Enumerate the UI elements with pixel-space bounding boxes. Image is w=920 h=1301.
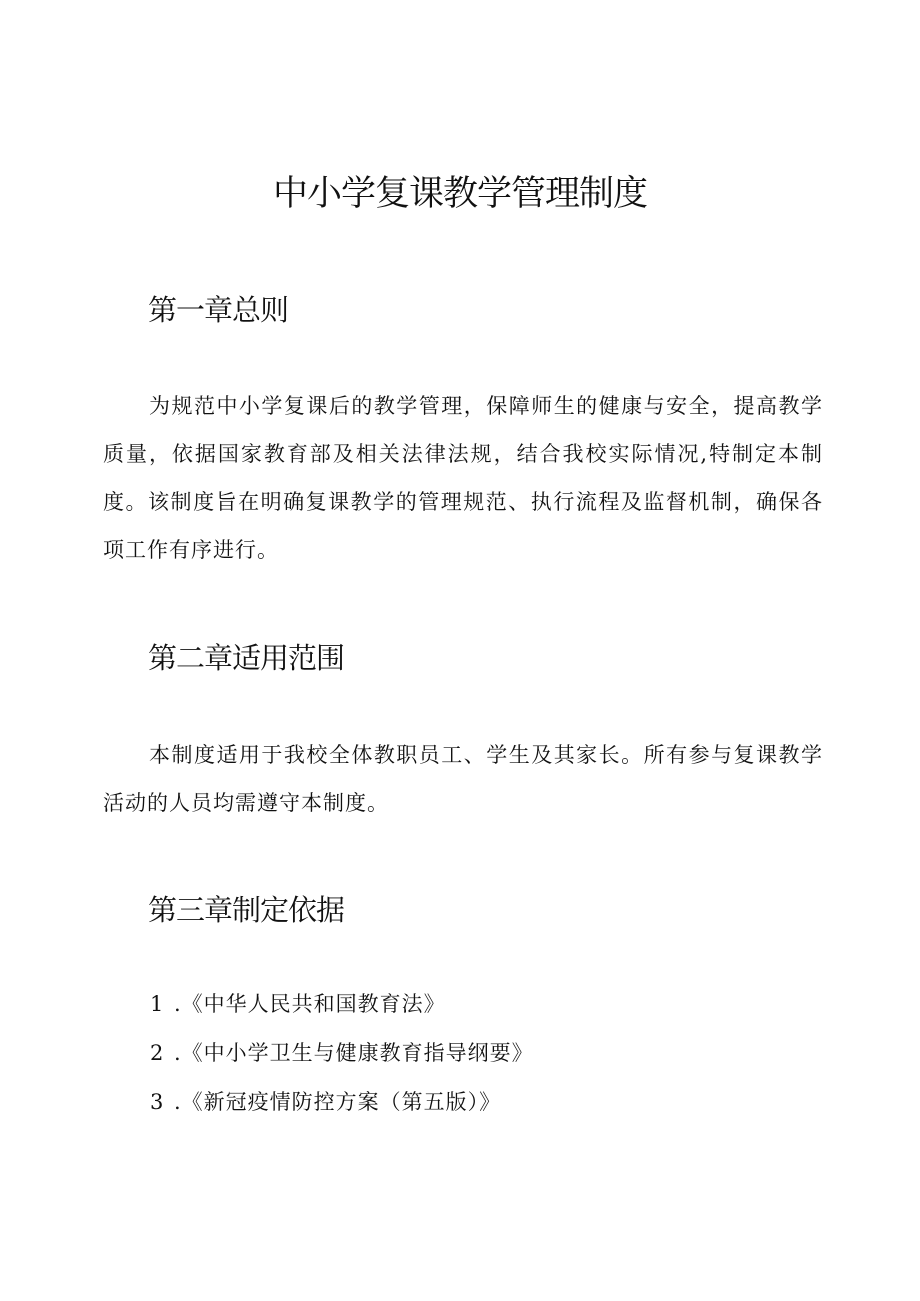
list-item-number: 2 (150, 1041, 165, 1065)
list-item-text: .《中小学卫生与健康教育指导纲要》 (174, 1041, 534, 1065)
chapter-1-paragraph: 为规范中小学复课后的教学管理，保障师生的健康与安全，提高教学质量，依据国家教育部及相关法律法规，结合我校实际情况,特制定本制度。该制度旨在明确复课教学的管理规范、执行流程及监督机制，确保各项工作有序进行。 (103, 394, 823, 562)
list-item-number: 1 (150, 992, 165, 1016)
list-item-text: .《中华人民共和国教育法》 (174, 992, 446, 1016)
list-item (150, 1038, 534, 1068)
chapter-2-paragraph: 本制度适用于我校全体教职员工、学生及其家长。所有参与复课教学活动的人员均需遵守本制度。 (103, 743, 823, 815)
list-item (150, 989, 446, 1019)
list-item-text: .《新冠疫情防控方案（第五版）》 (174, 1090, 502, 1114)
chapter-3-heading: 第三章制定依据 (148, 893, 345, 927)
list-item (150, 1087, 501, 1117)
list-item-number: 3 (150, 1090, 165, 1114)
chapter-1-heading: 第一章总则 (148, 293, 289, 327)
chapter-2-heading: 第二章适用范围 (148, 641, 345, 675)
document-title: 中小学复课教学管理制度 (272, 174, 647, 214)
